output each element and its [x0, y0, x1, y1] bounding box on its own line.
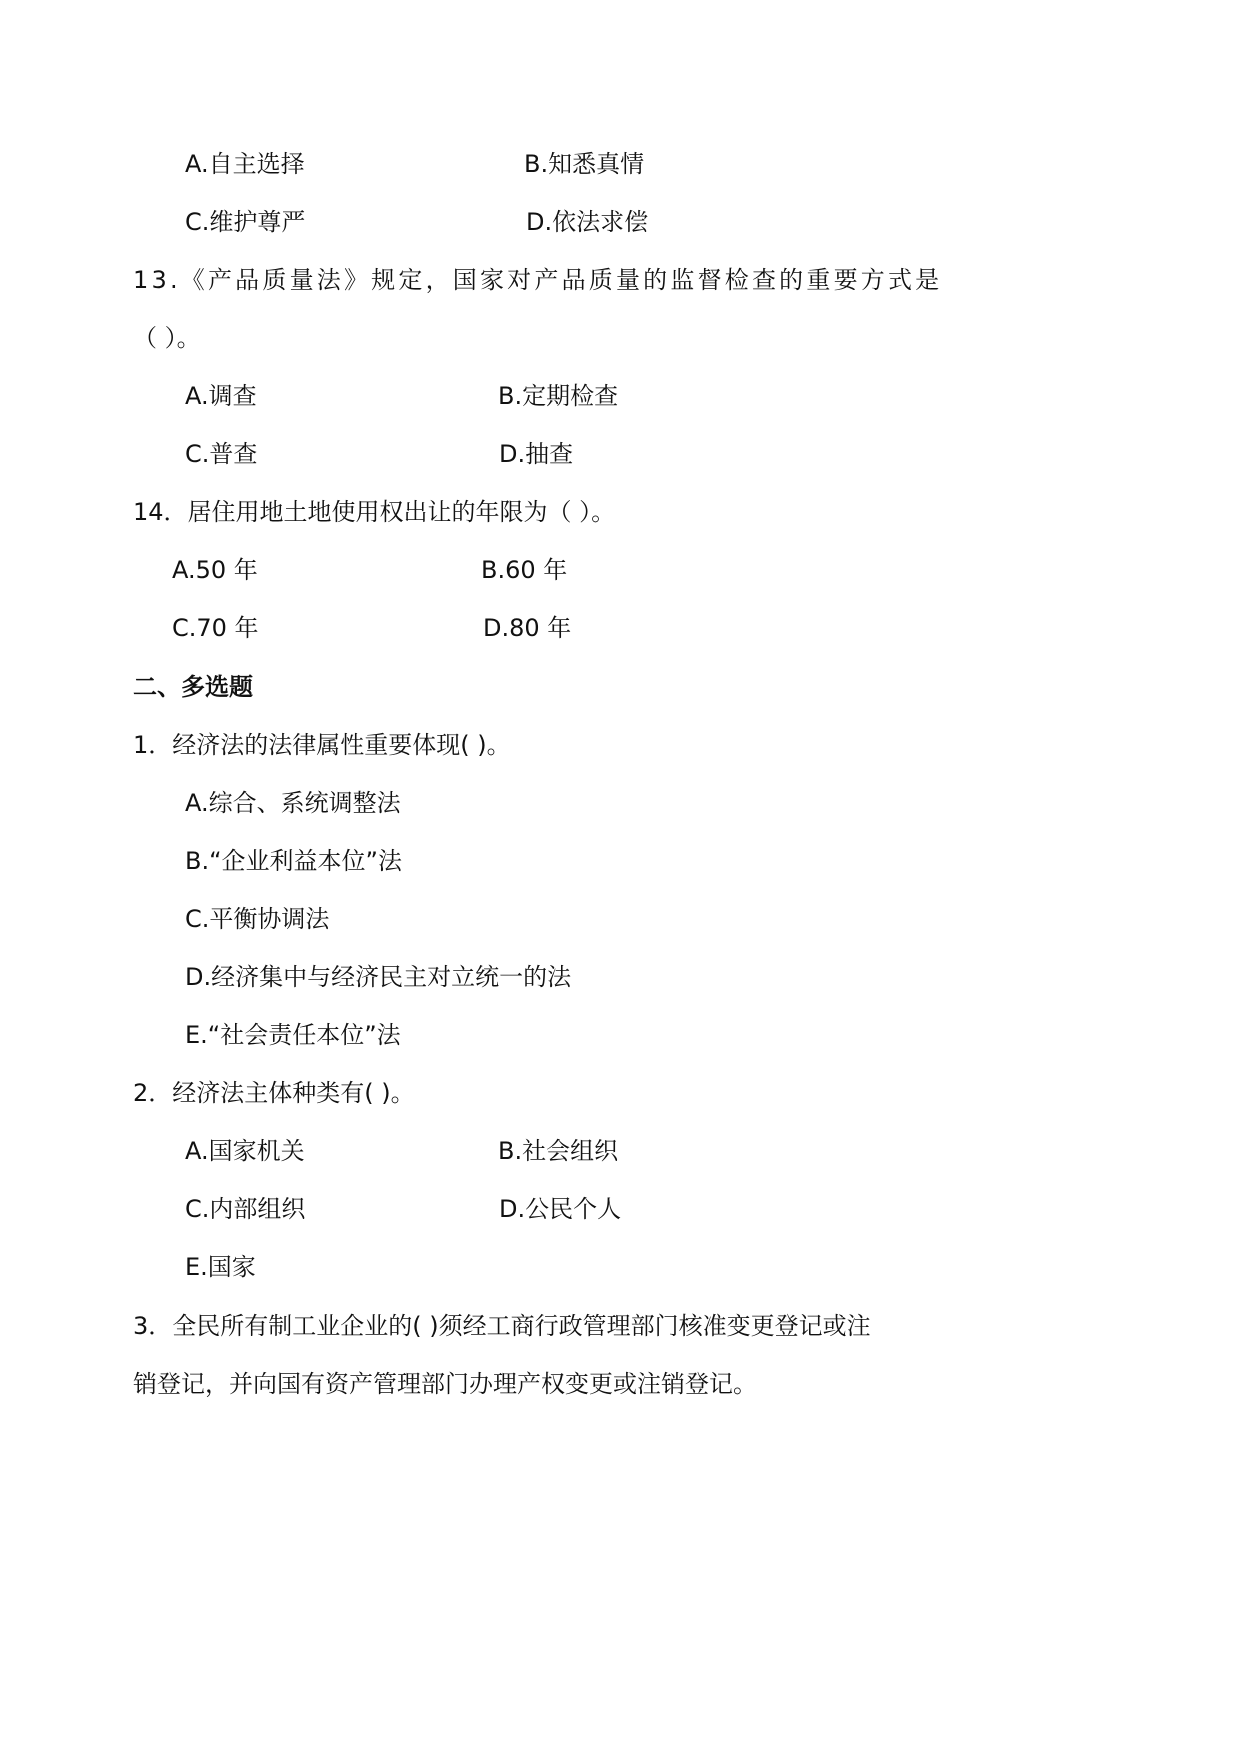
q13-option-d: D.抽查 [499, 440, 574, 468]
q14-option-c: C.70 年 [172, 614, 259, 642]
q14-stem: 14．居住用地土地使用权出让的年限为（ ）。 [133, 498, 616, 526]
m2-option-b: B.社会组织 [498, 1137, 619, 1165]
q12-option-d: D.依法求偿 [526, 208, 649, 236]
q13-option-c: C.普查 [185, 440, 258, 468]
m1-option-b: B.“企业利益本位”法 [185, 847, 402, 875]
q14-option-a: A.50 年 [172, 556, 258, 584]
q13-stem-line1: 13.《产品质量法》规定，国家对产品质量的监督检查的重要方式是 [133, 266, 943, 294]
m2-option-d: D.公民个人 [499, 1195, 622, 1223]
q12-option-a: A.自主选择 [185, 150, 305, 178]
section-heading-multiple-choice: 二、多选题 [133, 673, 253, 701]
q12-option-c: C.维护尊严 [185, 208, 306, 236]
q12-option-b: B.知悉真情 [524, 150, 645, 178]
q14-option-b: B.60 年 [481, 556, 568, 584]
m1-stem: 1．经济法的法律属性重要体现( )。 [133, 731, 511, 759]
m2-option-a: A.国家机关 [185, 1137, 305, 1165]
m2-option-e: E.国家 [185, 1253, 256, 1281]
m1-option-c: C.平衡协调法 [185, 905, 330, 933]
m2-stem: 2．经济法主体种类有( )。 [133, 1079, 415, 1107]
q13-option-b: B.定期检查 [498, 382, 619, 410]
q13-option-a: A.调查 [185, 382, 257, 410]
q14-option-d: D.80 年 [483, 614, 572, 642]
m2-option-c: C.内部组织 [185, 1195, 306, 1223]
m3-stem-line2: 销登记，并向国有资产管理部门办理产权变更或注销登记。 [133, 1370, 757, 1398]
m3-stem-line1: 3．全民所有制工业企业的( )须经工商行政管理部门核准变更登记或注 [133, 1312, 871, 1340]
q13-stem-line2: （ ）。 [133, 324, 201, 352]
m1-option-a: A.综合、系统调整法 [185, 789, 401, 817]
m1-option-e: E.“社会责任本位”法 [185, 1021, 401, 1049]
m1-option-d: D.经济集中与经济民主对立统一的法 [185, 963, 572, 991]
